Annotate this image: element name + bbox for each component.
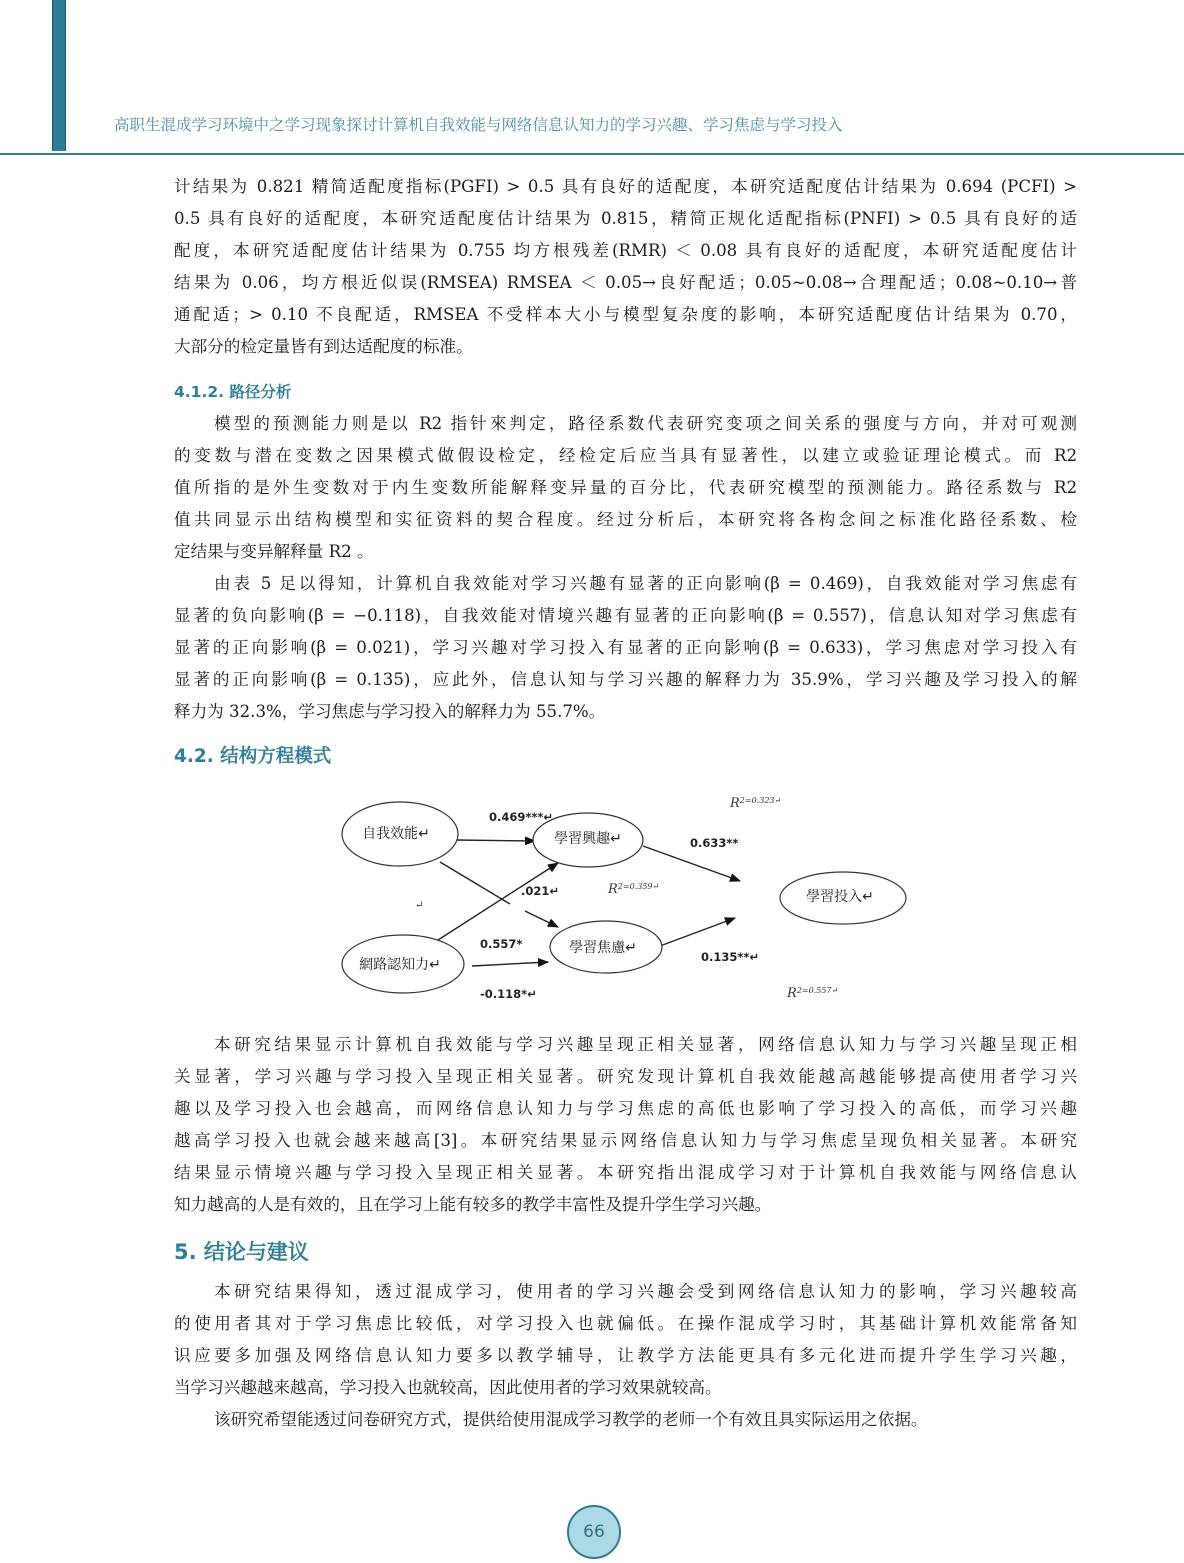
coef-anxiety-engagement: 0.135**↵ [701, 950, 760, 964]
page-number-badge [567, 1505, 621, 1559]
running-title: 高职生混成学习环境中之学习现象探讨计算机自我效能与网络信息认知力的学习兴趣、学习焦虑与学习投入 [114, 116, 843, 134]
text-line: 本研究结果得知，透过混成学习，使用者的学习兴趣会受到网络信息认知力的影响，学习兴趣较高 [214, 1282, 1077, 1301]
text-line: 释力为 32.3%，学习焦虑与学习投入的解释力为 55.7%。 [174, 702, 606, 721]
edge-network-to-interest [438, 863, 558, 940]
section-heading-4-2: 4.2. 结构方程模式 [174, 746, 332, 767]
text-line: 当学习兴趣越来越高，学习投入也就较高，因此使用者的学习效果就较高。 [174, 1378, 722, 1397]
coef-self-efficacy-anxiety: -0.118*↵ [480, 987, 537, 1001]
text-line: 计结果为 0.821 精简适配度指标(PGFI) > 0.5 具有良好的适配度，本研究适配度估计结果为 0.694 (PCFI) > [174, 177, 1077, 196]
text-line: 值所指的是外生变数对于内生变数所能解释变异量的百分比，代表研究模型的预测能力。路径系数与 R2 [174, 478, 1077, 497]
sem-path-diagram [330, 780, 920, 1020]
r-value: 2=0.557↵ [796, 986, 839, 995]
coef-interest-engagement: 0.633** [690, 836, 739, 850]
text-line: 知力越高的人是有效的，且在学习上能有较多的教学丰富性及提升学生学习兴趣。 [174, 1195, 772, 1214]
header-accent-bar [52, 0, 66, 151]
text-line: 趣以及学习投入也会越高，而网络信息认知力与学习焦虑的高低也影响了学习投入的高低，而学习兴趣 [174, 1099, 1077, 1118]
text-line: 的使用者其对于学习焦虑比较低，对学习投入也就偏低。在操作混成学习时，其基础计算机效能常备知 [174, 1314, 1077, 1333]
text-line: 通配适；> 0.10 不良配适，RMSEA 不受样本大小与模型复杂度的影响，本研究适配度估计结果为 0.70， [174, 305, 1077, 324]
text-line: 本研究结果显示计算机自我效能与学习兴趣呈现正相关显著，网络信息认知力与学习兴趣呈现正相 [214, 1035, 1077, 1054]
text-line: 大部分的检定量皆有到达适配度的标准。 [174, 337, 473, 356]
text-line: 的变数与潜在变数之因果模式做假设检定，经检定后应当具有显著性，以建立或验证理论模式。而 R2 [174, 446, 1077, 465]
coef-network-interest: .021↵ [521, 884, 560, 898]
section-heading-4-1-2: 4.1.2. 路径分析 [174, 383, 292, 401]
r-squared-anxiety [786, 986, 838, 1001]
coef-self-efficacy-interest: 0.469***↵ [489, 810, 554, 824]
node-label: 學習投入↵ [806, 889, 874, 905]
r-symbol: R [787, 986, 797, 1001]
edge-interest-to-engagement [643, 846, 740, 881]
text-line: 0.5 具有良好的适配度，本研究适配度估计结果为 0.815，精简正规化适配指标(PNFI) > 0.5 具有良好的适 [174, 209, 1077, 228]
edge-anxiety-to-engagement [660, 918, 735, 946]
node-network [342, 935, 464, 993]
text-line: 由表 5 足以得知，计算机自我效能对学习兴趣有显著的正向影响(β = 0.469)，自我效能对学习焦虑有 [214, 574, 1077, 593]
node-anxiety [550, 921, 662, 973]
r-value: 2=0.359↵ [617, 882, 660, 891]
r-squared-interest [607, 882, 659, 897]
text-line: 关显著，学习兴趣与学习投入呈现正相关显著。研究发现计算机自我效能越高越能够提高使用者学习兴 [174, 1067, 1077, 1086]
text-line: 结果为 0.06，均方根近似误(RMSEA) RMSEA ＜ 0.05→良好配适；0.05~0.08→合理配适；0.08~0.10→普 [174, 273, 1077, 292]
text-line: 显著的正向影响(β = 0.135)，应此外，信息认知与学习兴趣的解释力为 35.9%，学习兴趣及学习投入的解 [174, 670, 1077, 689]
r-symbol: R [608, 882, 618, 897]
page-number: 66 [583, 1522, 605, 1542]
text-line: 该研究希望能透过问卷研究方式，提供给使用混成学习教学的老师一个有效且具实际运用之依据。 [214, 1410, 928, 1429]
node-self-efficacy [342, 802, 458, 866]
text-line: 定结果与变异解释量 R2 。 [174, 542, 374, 561]
r-squared-engagement [729, 796, 781, 811]
r-value: 2=0.323↵ [739, 796, 782, 805]
node-label: 網路認知力↵ [359, 957, 441, 973]
node-label: 自我效能↵ [362, 826, 430, 842]
text-line: 模型的预测能力则是以 R2 指针來判定，路径系数代表研究变项之间关系的强度与方向，并对可观测 [214, 414, 1077, 433]
header-rule [0, 153, 1184, 155]
text-line: 识应要多加强及网络信息认知力要多以教学辅导，让教学方法能更具有多元化进而提升学生学习兴趣， [174, 1346, 1077, 1365]
text-line: 配度，本研究适配度估计结果为 0.755 均方根残差(RMR) ＜ 0.08 具有良好的适配度，本研究适配度估计 [174, 241, 1077, 260]
section-heading-5: 5. 结论与建议 [174, 1240, 309, 1264]
paragraph-mark: ↵ [415, 900, 424, 911]
edge-self-efficacy-to-anxiety-head [525, 911, 558, 927]
edge-self-efficacy-to-anxiety [440, 862, 510, 904]
edge-network-to-anxiety [472, 962, 548, 966]
text-line: 结果显示情境兴趣与学习投入呈现正相关显著。本研究指出混成学习对于计算机自我效能与网络信息认 [174, 1163, 1077, 1182]
r-symbol: R [730, 796, 740, 811]
node-label: 學習興趣↵ [554, 831, 622, 847]
edge-self-efficacy-to-interest [457, 840, 535, 841]
text-line: 显著的正向影响(β = 0.021)，学习兴趣对学习投入有显著的正向影响(β = 0.633)，学习焦虑对学习投入有 [174, 638, 1077, 657]
text-line: 显著的负向影响(β = −0.118)，自我效能对情境兴趣有显著的正向影响(β = 0.557)，信息认知对学习焦虑有 [174, 606, 1077, 625]
node-label: 學習焦慮↵ [569, 940, 637, 956]
text-line: 值共同显示出结构模型和实征资料的契合程度。经过分析后，本研究将各构念间之标准化路径系数、检 [174, 510, 1077, 529]
node-engagement [780, 872, 906, 924]
coef-network-anxiety: 0.557* [480, 937, 523, 951]
text-line: 越高学习投入也就会越来越高[3]。本研究结果显示网络信息认知力与学习焦虑呈现负相关显著。本研究 [174, 1131, 1077, 1150]
